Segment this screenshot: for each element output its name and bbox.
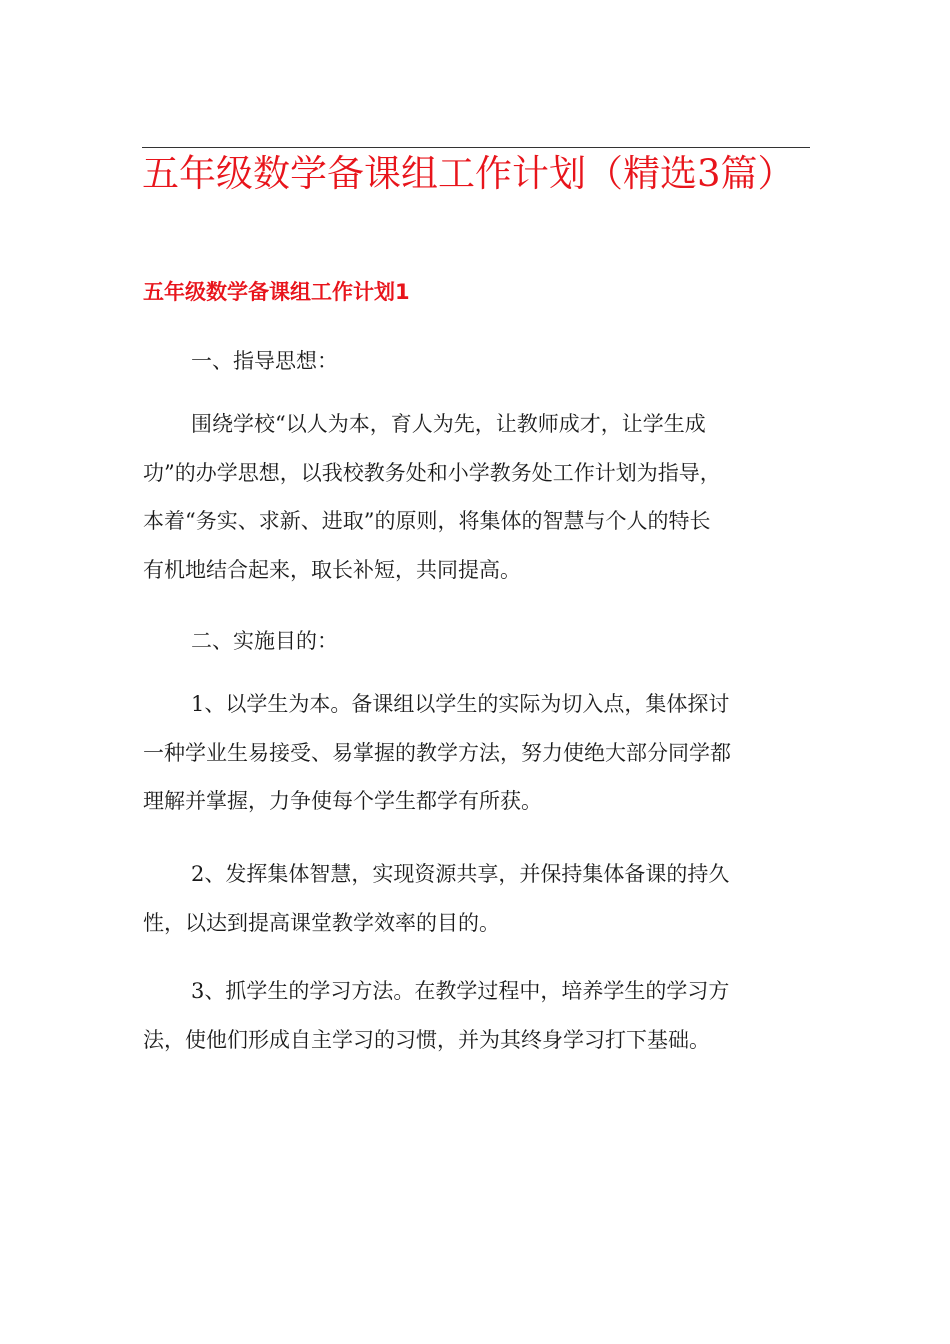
paragraph-item-2: [143, 850, 803, 947]
paragraph-line: 法，使他们形成自主学习的习惯，并为其终身学习打下基础。: [143, 1027, 710, 1052]
paragraph-line: 功”的办学思想，以我校教务处和小学教务处工作计划为指导，: [143, 460, 721, 485]
paragraph-line: 性，以达到提高课堂教学效率的目的。: [143, 910, 500, 935]
paragraph-line: 一、指导思想：: [191, 349, 338, 373]
paragraph-line: 有机地结合起来，取长补短，共同提高。: [143, 557, 521, 582]
paragraph-line: 二、实施目的：: [191, 629, 338, 653]
paragraph-line: 本着“务实、求新、进取”的原则，将集体的智慧与个人的特长: [143, 509, 711, 533]
paragraph-line: 1、以学生为本。备课组以学生的实际为切入点，集体探讨: [191, 692, 730, 716]
header-rule: [142, 147, 810, 148]
paragraph-line: 一种学业生易接受、易掌握的教学方法，努力使绝大部分同学都: [143, 740, 731, 765]
paragraph-guiding-ideology-heading: [143, 337, 803, 386]
paragraph-line: 3、抓学生的学习方法。在教学过程中，培养学生的学习方: [191, 979, 730, 1003]
paragraph-implementation-purpose-heading: [143, 617, 803, 666]
document-title: 五年级数学备课组工作计划（精选3篇）: [142, 152, 795, 195]
paragraph-line: 理解并掌握，力争使每个学生都学有所获。: [143, 789, 542, 813]
section-heading: 五年级数学备课组工作计划1: [143, 280, 410, 304]
paragraph-guiding-ideology: [143, 400, 803, 594]
paragraph-item-1: [143, 680, 803, 826]
paragraph-item-3: [143, 967, 803, 1064]
paragraph-line: 2、发挥集体智慧，实现资源共享，并保持集体备课的持久: [191, 862, 730, 886]
paragraph-line: 围绕学校“以人为本，育人为先，让教师成才，让学生成: [191, 412, 706, 436]
